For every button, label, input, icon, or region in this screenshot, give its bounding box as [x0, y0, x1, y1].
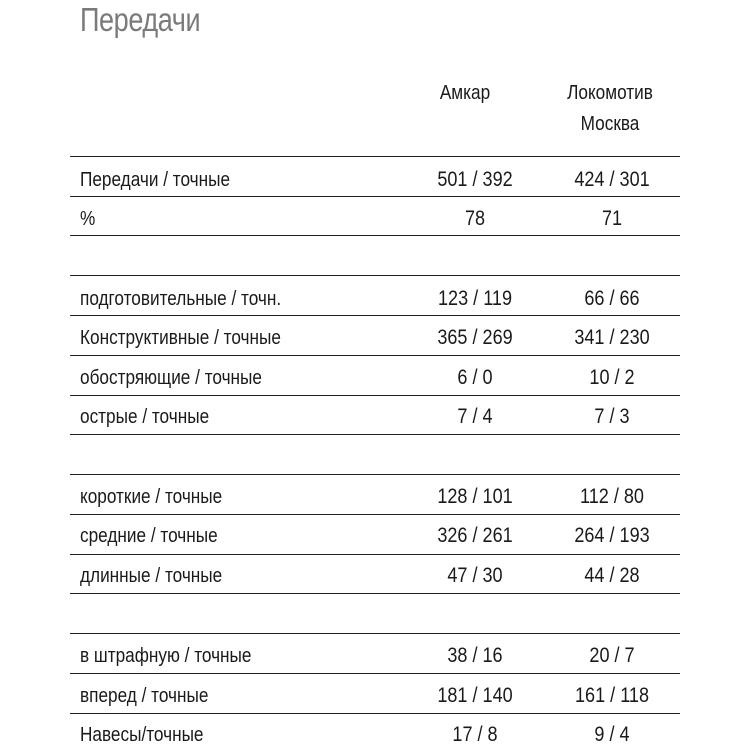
row-label: Конструктивные / точные: [80, 327, 281, 349]
table-divider: [70, 196, 680, 197]
row-label: в штрафную / точные: [80, 645, 252, 667]
value-amkar: 123 / 119: [438, 287, 512, 310]
table-divider: [70, 474, 680, 475]
row-label: вперед / точные: [80, 685, 209, 707]
value-lokomotiv: 7 / 3: [594, 405, 630, 428]
table-divider: [70, 713, 680, 714]
value-amkar: 128 / 101: [437, 485, 513, 508]
value-lokomotiv: 341 / 230: [574, 326, 650, 349]
table-row: [70, 397, 680, 437]
value-amkar: 7 / 4: [457, 405, 493, 428]
row-label: короткие / точные: [80, 486, 223, 508]
row-label: подготовительные / точн.: [80, 288, 282, 310]
table-divider: [70, 593, 680, 594]
row-label: Передачи / точные: [80, 169, 231, 191]
table-divider: [70, 514, 680, 515]
value-lokomotiv: 424 / 301: [574, 168, 650, 191]
row-label: длинные / точные: [80, 565, 223, 587]
value-lokomotiv: 10 / 2: [589, 366, 635, 389]
table-row: [70, 715, 680, 755]
value-lokomotiv: 112 / 80: [580, 485, 644, 508]
table-row: [70, 358, 680, 398]
table-divider: [70, 235, 680, 236]
table-divider: [70, 434, 680, 435]
column-header-lokomotiv-line2: Москва: [580, 113, 640, 135]
table-row: [70, 199, 680, 239]
value-amkar: 38 / 16: [447, 644, 503, 667]
value-amkar: 17 / 8: [452, 723, 498, 746]
table-row: [70, 636, 680, 676]
table-row: [70, 160, 680, 200]
row-label: %: [80, 208, 96, 230]
column-header-lokomotiv-line1: Локомотив: [567, 82, 653, 104]
column-header-amkar: Амкар: [439, 82, 491, 104]
table-divider: [70, 395, 680, 396]
table-row: [70, 676, 680, 716]
value-lokomotiv: 9 / 4: [594, 723, 630, 746]
table-divider: [70, 673, 680, 674]
table-divider: [70, 633, 680, 634]
value-lokomotiv: 66 / 66: [584, 287, 640, 310]
value-amkar: 326 / 261: [437, 524, 513, 547]
page-title: Передачи: [80, 1, 201, 38]
table-divider: [70, 355, 680, 356]
value-lokomotiv: 44 / 28: [584, 564, 640, 587]
row-label: средние / точные: [80, 525, 218, 547]
value-lokomotiv: 161 / 118: [575, 684, 649, 707]
table-row: [70, 556, 680, 596]
value-amkar: 181 / 140: [437, 684, 513, 707]
table-divider: [70, 315, 680, 316]
row-label: Навесы/точные: [80, 724, 204, 746]
value-amkar: 501 / 392: [437, 168, 513, 191]
table-divider: [70, 275, 680, 276]
row-label: острые / точные: [80, 406, 210, 428]
value-amkar: 365 / 269: [437, 326, 513, 349]
table-row: [70, 279, 680, 319]
table-row: [70, 477, 680, 517]
table-row: [70, 516, 680, 556]
value-lokomotiv: 20 / 7: [589, 644, 635, 667]
value-amkar: 6 / 0: [457, 366, 493, 389]
table-divider: [70, 156, 680, 157]
value-lokomotiv: 71: [601, 207, 623, 230]
table-row: [70, 318, 680, 358]
value-amkar: 47 / 30: [447, 564, 503, 587]
table-divider: [70, 554, 680, 555]
value-lokomotiv: 264 / 193: [574, 524, 650, 547]
row-label: обостряющие / точные: [80, 367, 262, 389]
value-amkar: 78: [464, 207, 486, 230]
column-header-lokomotiv: [546, 78, 675, 140]
